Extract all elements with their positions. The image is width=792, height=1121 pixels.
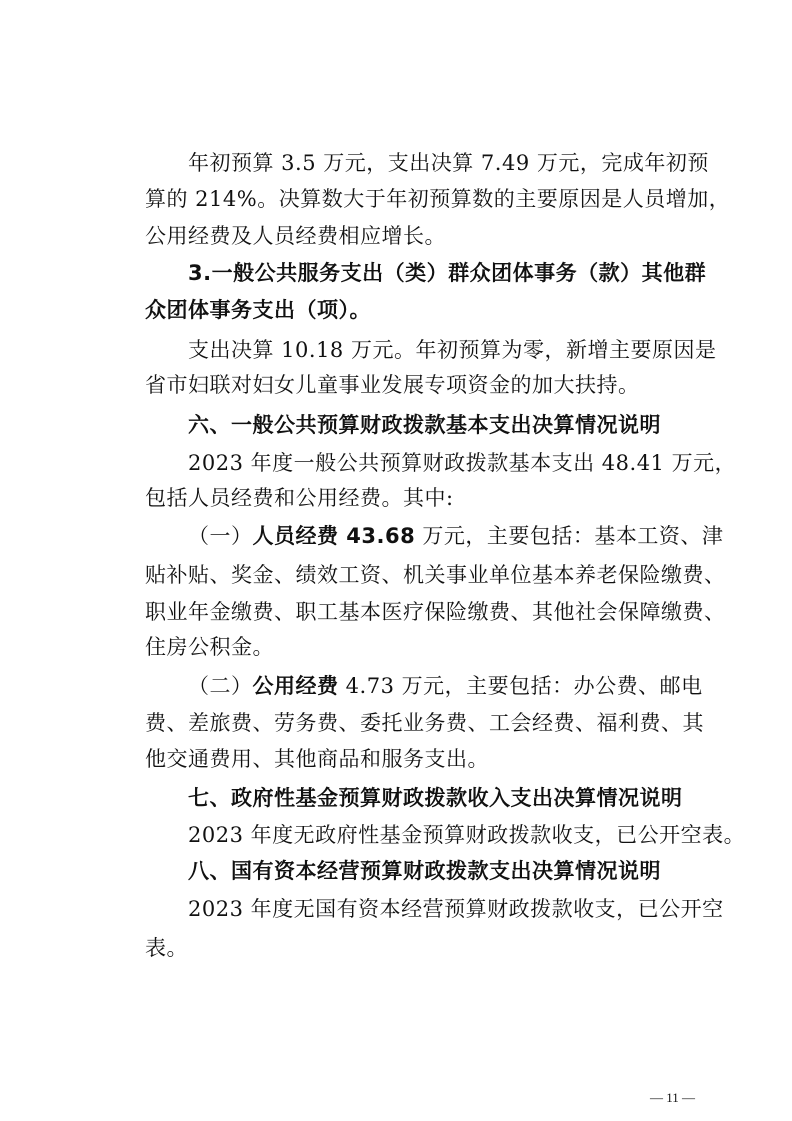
paragraph-line: 2023 年度一般公共预算财政拨款基本支出 48.41 万元， <box>188 451 737 475</box>
page-number: — 11 — <box>650 1090 696 1105</box>
paragraph-line: 2023 年度无国有资本经营预算财政拨款收支，已公开空 <box>188 897 724 921</box>
paragraph-line: 年初预算 3.5 万元，支出决算 7.49 万元，完成年初预 <box>188 151 709 175</box>
section-heading: 八、国有资本经营预算财政拨款支出决算情况说明 <box>188 859 661 883</box>
item-prefix: （二） <box>188 674 253 698</box>
personnel-expenses-text: 万元，主要包括：基本工资、津 <box>415 524 724 548</box>
paragraph-line: 公用经费及人员经费相应增长。 <box>145 224 446 248</box>
paragraph-line: 包括人员经费和公用经费。其中: <box>145 486 454 510</box>
paragraph-line: 他交通费用、其他商品和服务支出。 <box>145 747 489 771</box>
subheading-line: 3.一般公共服务支出（类）群众团体事务（款）其他群 <box>188 261 707 285</box>
paragraph-line: 费、差旅费、劳务费、委托业务费、工会经费、福利费、其 <box>145 711 704 735</box>
public-expenses-text: 4.73 万元，主要包括：办公费、邮电 <box>338 674 703 698</box>
paragraph-line: 支出决算 10.18 万元。年初预算为零，新增主要原因是 <box>188 338 717 362</box>
paragraph-line: 省市妇联对妇女儿童事业发展专项资金的加大扶持。 <box>145 373 640 397</box>
paragraph-line: 表。 <box>145 936 188 960</box>
paragraph-line: 职业年金缴费、职工基本医疗保险缴费、其他社会保障缴费、 <box>145 600 726 624</box>
section-heading: 七、政府性基金预算财政拨款收入支出决算情况说明 <box>188 786 683 810</box>
public-expenses-label: 公用经费 <box>252 674 339 698</box>
paragraph-line: 住房公积金。 <box>145 635 274 659</box>
subheading-line: 众团体事务支出（项）。 <box>145 298 371 322</box>
paragraph-line: 算的 214%。决算数大于年初预算数的主要原因是人员增加， <box>145 187 731 211</box>
personnel-expenses-label: 人员经费 43.68 <box>252 524 416 548</box>
item-prefix: （一） <box>188 524 253 548</box>
personnel-expenses-line <box>188 521 723 551</box>
public-expenses-line <box>188 671 703 701</box>
paragraph-line: 贴补贴、奖金、绩效工资、机关事业单位基本养老保险缴费、 <box>145 563 726 587</box>
section-heading: 六、一般公共预算财政拨款基本支出决算情况说明 <box>188 413 661 437</box>
paragraph-line: 2023 年度无政府性基金预算财政拨款收支，已公开空表。 <box>188 823 746 847</box>
